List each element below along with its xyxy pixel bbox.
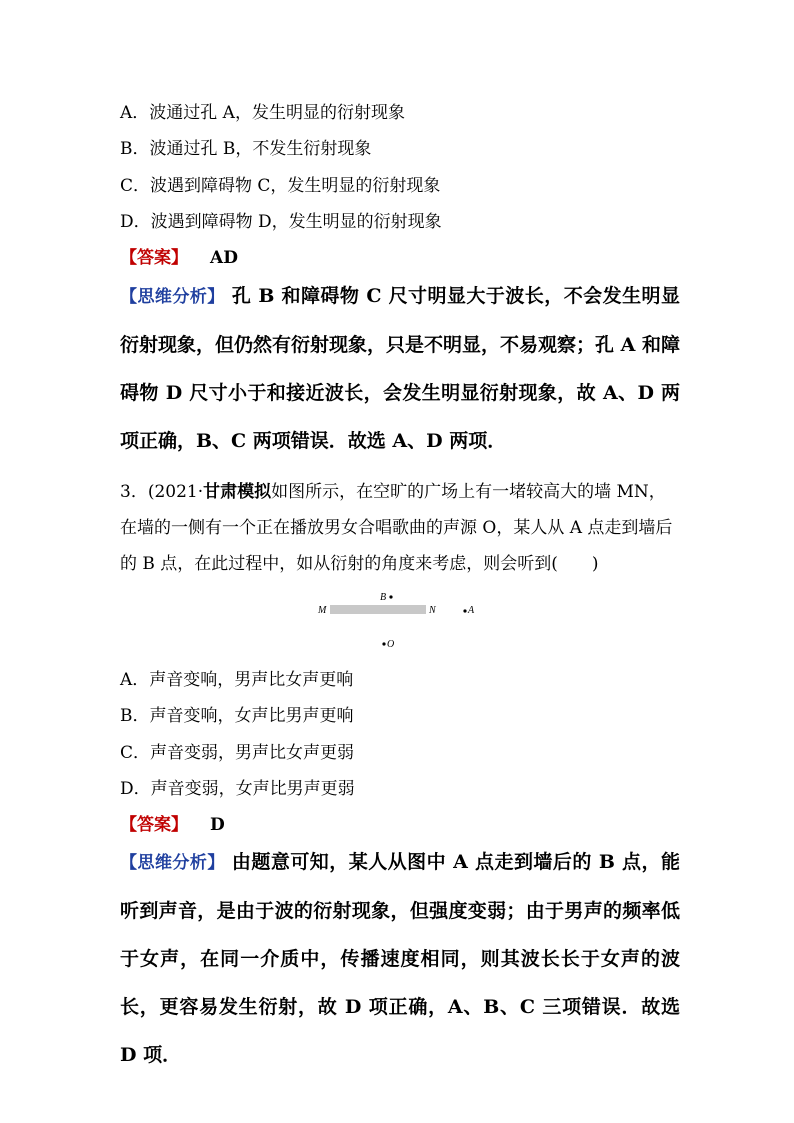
q3-option-d: D．声音变弱，女声比男声更弱 xyxy=(120,779,355,799)
q3-option-b: B．声音变响，女声比男声更响 xyxy=(120,706,354,726)
q2-option-d: D．波遇到障碍物 D，发生明显的衍射现象 xyxy=(120,212,442,232)
q3-figure xyxy=(310,588,490,656)
q2-answer-line xyxy=(120,243,238,268)
q3-stem-block xyxy=(120,474,680,582)
q3-number: 3．(2021· xyxy=(120,482,204,502)
q2-option-b: B．波通过孔 B，不发生衍射现象 xyxy=(120,139,372,159)
point-b xyxy=(389,595,392,598)
q2-option-a: A．波通过孔 A，发生明显的衍射现象 xyxy=(120,103,405,123)
wall-diagram xyxy=(310,588,490,652)
q3-analysis xyxy=(120,838,680,1079)
label-b: B xyxy=(380,592,387,603)
q3-answer-value: D xyxy=(210,815,225,835)
point-a xyxy=(463,609,466,612)
label-a: A xyxy=(468,605,475,616)
q2-option-c: C．波遇到障碍物 C，发生明显的衍射现象 xyxy=(120,176,441,196)
q2-analysis xyxy=(120,272,680,465)
q3-option-a: A．声音变响，男声比女声更响 xyxy=(120,670,354,690)
analysis-tag: 【思维分析】 xyxy=(120,287,225,307)
q3-source-note: 甘肃模拟 xyxy=(203,482,272,502)
label-o: O xyxy=(387,639,395,650)
wall-mn xyxy=(330,605,426,614)
q3-stem: 如图所示，在空旷的广场上有一堵较高大的墙 MN，在墙的一侧有一个正在播放男女合唱歌曲的声源 O，某人从 A 点走到墙后的 B 点，在此过程中，如从衍射的角度来考虑，则会听到( ) xyxy=(120,482,673,574)
q3-analysis-text: 由题意可知，某人从图中 A 点走到墙后的 B 点，能听到声音，是由于波的衍射现象，但强度变弱；由于男声的频率低于女声，在同一介质中，传播速度相同，则其波长长于女声的波长，更容易发生衍射，故 D 项正确，A、B、C 三项错误．故选 D 项． xyxy=(120,851,681,1066)
analysis-tag: 【思维分析】 xyxy=(120,853,225,873)
q2-answer-value: AD xyxy=(210,248,238,268)
label-n: N xyxy=(429,605,436,616)
answer-tag: 【答案】 xyxy=(120,248,188,268)
q3-answer-line xyxy=(120,810,225,835)
q2-analysis-text: 孔 B 和障碍物 C 尺寸明显大于波长，不会发生明显衍射现象，但仍然有衍射现象，只是不明显，不易观察；孔 A 和障碍物 D 尺寸小于和接近波长，会发生明显衍射现象，故 A、D 两项正确，B、C 两项错误．故选 A、D 两项． xyxy=(120,285,680,452)
label-m: M xyxy=(318,605,327,616)
point-o xyxy=(382,642,385,645)
q3-option-c: C．声音变弱，男声比女声更弱 xyxy=(120,743,355,763)
answer-tag: 【答案】 xyxy=(120,815,188,835)
